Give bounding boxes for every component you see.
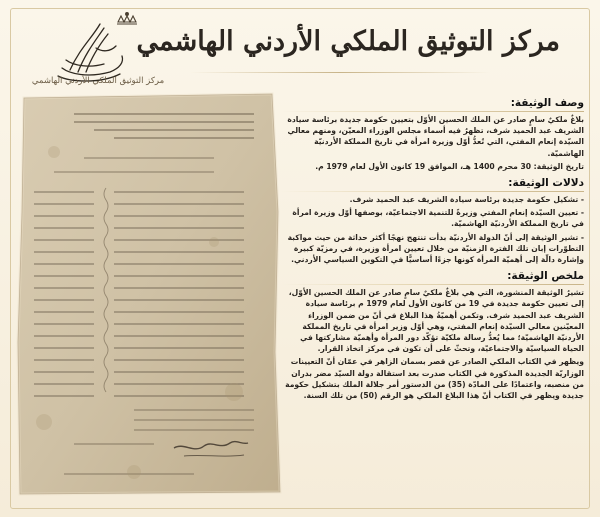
page-title: مركز التوثيق الملكي الأردني الهاشمي (136, 26, 560, 57)
section-description (282, 97, 584, 172)
section-paragraph: ويظهر في الكتاب الملكي الصادر عن قصر بسمان الزاهر في عمّان أنّ التعيينات الوزاريّة الجديدة المذكورة في الكتاب صدرت بعد استقالة دولة السيّد مضر بدران من منصبه، واعتمادًا على المادّة (35) من الدستور أمر جلالة الملك بتشكيل حكومة جديدة ويظهر في الكتاب أنّ هذا البلاغ الملكي هو الرقم (50) من تلك السنة. (285, 357, 584, 401)
section-paragraph: تاريخ الوثيقة: 30 محرم 1400 هـ، الموافق 19 كانون الأول لعام 1979 م. (315, 161, 584, 171)
section-heading: دلالات الوثيقة: (282, 177, 584, 192)
section-paragraph: - تعيين السيّدة إنعام المفتي وزيرةً للتنمية الاجتماعيّة، بوصفها أوّل وزيرة امرأة في تاريخ المملكة الأردنيّة الهاشميّة. (292, 208, 584, 229)
section-significance (282, 177, 584, 265)
section-summary (282, 270, 584, 401)
section-heading: ملخص الوثيقة: (282, 270, 584, 285)
document-text-panel (282, 97, 584, 505)
section-paragraph: تشيرُ الوثيقة المنشورة، التي هي بلاغٌ ملكيٌ سامٍ صادر عن الملك الحسين الأوّل، إلى تعيين حكومة جديدة في 19 من كانون الأول لعام 1979 م برئاسة سيادة الشريف عبد الحميد شرف. وتكمن أهميّةُ هذا البلاغ في أنّ من ضمن الوزراء المعيّنين معالي السيّدة إنعام المفتي، وهي أوّل وزير امرأة في تاريخ المملكة الأردنيّة الهاشميّة؛ مما يُعدُّ رسالة ملكيّة تؤكّد دور المرأة وأهميّة مشاركتها في الحياة السياسيّة والاجتماعيّة، وتحثّ على أن تكون في مركز اتخاذ القرار. (288, 288, 584, 354)
section-paragraph: بلاغٌ ملكيٌ سامٍ صادر عن الملك الحسين الأوّل بتعيين حكومة جديدة برئاسة سيادة الشريف عبد الحميد شرف، تظهرُ فيه أسماء مجلس الوزراء المعيّن، ومنهم معالي السيّدة إنعام المفتي، التي تُعدُّ أوّل وزيرة امرأة في تاريخ المملكة الأردنيّة الهاشميّة. (287, 115, 584, 158)
emblem-caption: مركز التوثيق الملكي الأردني الهاشمي (31, 76, 165, 86)
section-paragraph: - تشير الوثيقة إلى أنّ الدولة الأردنيّة بدأت تنتهج نهجًا أكثر حداثة من حيث مواكبة التطوّرات إبان تلك الفترة الزمنيّة من خلال تعيين امرأة وزيرة، في رمزيّة كبيرة وإشارة دالّة إلى أهميّة المرأة كونها جزءًا أساسيًّا في التكوين السياسي الأردني. (287, 232, 584, 265)
header (0, 0, 600, 92)
section-heading: وصف الوثيقة: (282, 97, 584, 112)
section-paragraph: - تشكيل حكومة جديدة برئاسة سيادة الشريف عبد الحميد شرف. (349, 195, 584, 205)
historic-document-image (14, 92, 282, 497)
title-underline (190, 72, 490, 73)
